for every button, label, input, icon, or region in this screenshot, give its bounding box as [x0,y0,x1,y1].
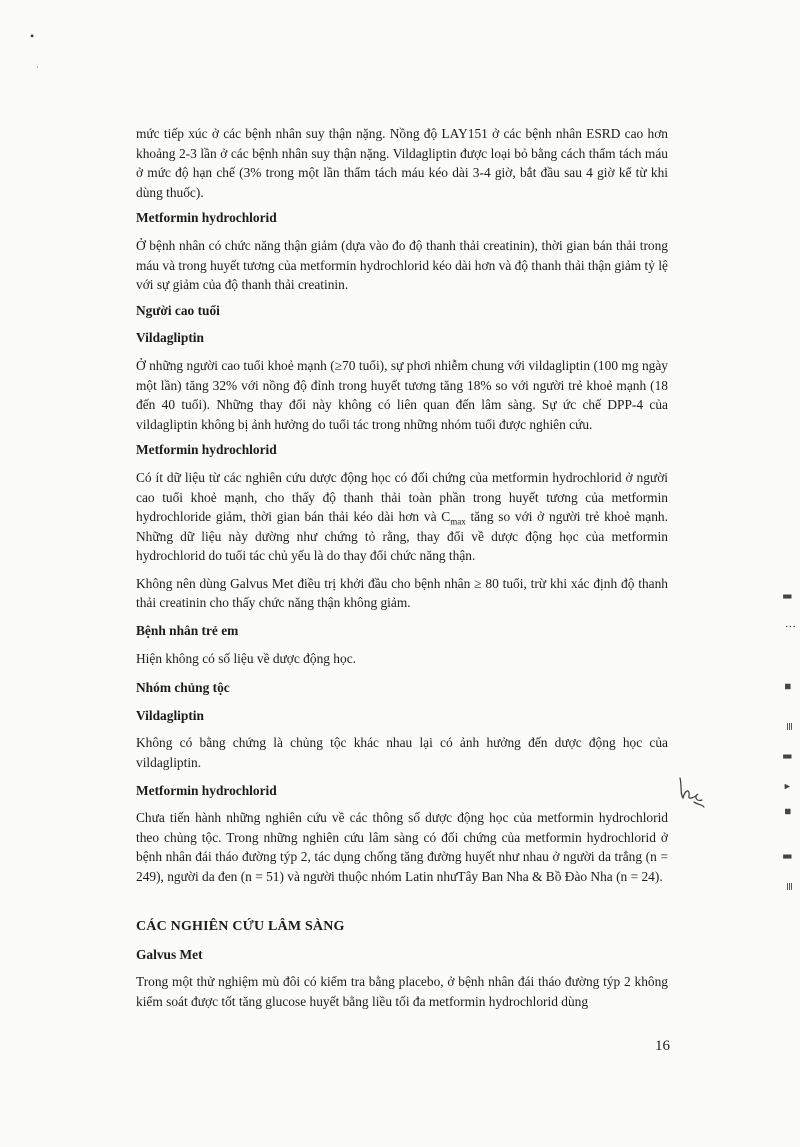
subheading: Vildagliptin [136,330,204,346]
paragraph: Không nên dùng Galvus Met điều trị khởi đầu cho bệnh nhân ≥ 80 tuổi, trừ khi xác định độ thanh thải creatinin cho thấy chức năng thận không giảm. [136,575,668,611]
scan-speck: · [36,63,39,72]
paragraph: mức tiếp xúc ở các bệnh nhân suy thận nặng. Nồng độ LAY151 ở các bệnh nhân ESRD cao hơn khoảng 2-3 lần ở các bệnh nhân suy thận nặng. Vildagliptin được loại bỏ bằng cách thẩm tách máu ở mức độ hạn chế (3% trong một lần thẩm tách máu kéo dài 3-4 giờ, bắt đầu sau 4 giờ kể từ khi dùng thuốc). [136,126,668,200]
page-content [136,124,668,1011]
scan-margin-marks: ▮ ⋮ ▪ ≡ ▮ ▴ ▪ ▮ ≡ [781,593,797,892]
page-number: 16 [655,1038,670,1054]
paragraph: Ở những người cao tuổi khoẻ mạnh (≥70 tuổi), sự phơi nhiễm chung với vildagliptin (100 mg ngày một lần) tăng 32% với nồng độ đỉnh trong huyết tương tăng 18% so với người trẻ khoẻ mạnh (18 đến 40 tuổi). Những thay đổi này không có liên quan đến lâm sàng. Sự ức chế DPP-4 của vildagliptin không bị ảnh hưởng do tuổi tác trong những nhóm tuổi được nghiên cứu. [136,357,668,432]
subheading: Vildagliptin [136,707,204,723]
section-heading: CÁC NGHIÊN CỨU LÂM SÀNG [136,918,345,934]
scan-speck: • [30,29,35,43]
subheading: Bệnh nhân trẻ em [136,623,239,639]
handwritten-initials [672,772,712,812]
paragraph: Ở bệnh nhân có chức năng thận giảm (dựa vào đo độ thanh thải creatinin), thời gian bán thải trong máu và trong huyết tương của metformin hydrochlorid kéo dài hơn và độ thanh thải thận giảm tỷ lệ với sự giảm của độ thanh thải creatinin. [136,237,668,293]
subheading: Metformin hydrochlorid [136,210,277,226]
paragraph: Chưa tiến hành những nghiên cứu về các thông số dược động học của metformin hydrochlorid theo chủng tộc. Trong những nghiên cứu lâm sàng có đối chứng của metformin hydrochlorid ở bệnh nhân đái tháo đường týp 2, tác dụng chống tăng đường huyết như nhau ở người da trắng (n = 249), người da đen (n = 51) và người thuộc nhóm Latin nhưTây Ban Nha & Bồ Đào Nha (n = 24). [136,810,668,884]
paragraph-text: Có ít dữ liệu từ các nghiên cứu dược động học có đối chứng của metformin hydrochlorid ở người cao tuổi khoẻ mạnh, cho thấy độ thanh thải toàn phần trong huyết tương của metformin hydrochloride giảm, thời gian bán thải kéo dài hơn và C [136,469,668,525]
paragraph [136,468,668,566]
subheading: Nhóm chủng tộc [136,680,230,696]
subheading: Người cao tuổi [136,302,220,318]
paragraph: Không có bằng chứng là chủng tộc khác nhau lại có ảnh hưởng đến dược động học của vildagliptin. [136,735,668,771]
subheading: Metformin hydrochlorid [136,782,277,798]
paragraph: Trong một thử nghiệm mù đôi có kiểm tra bằng placebo, ở bệnh nhân đái tháo đường týp 2 không kiểm soát được tốt tăng glucose huyết bằng liều tối đa metformin hydrochlorid dùng [136,974,668,1009]
paragraph: Hiện không có số liệu về dược động học. [136,650,356,666]
subheading: Galvus Met [136,946,203,962]
subheading: Metformin hydrochlorid [136,442,277,458]
paragraph-text: tăng so với ở người trẻ khoẻ mạnh. Những dữ liệu này dường như chứng tỏ rằng, thay đổi về dược động học của metformin hydrochlorid do tuổi tác chủ yếu là do thay đổi chức năng thận. [136,509,668,564]
subscript: max [450,516,466,527]
